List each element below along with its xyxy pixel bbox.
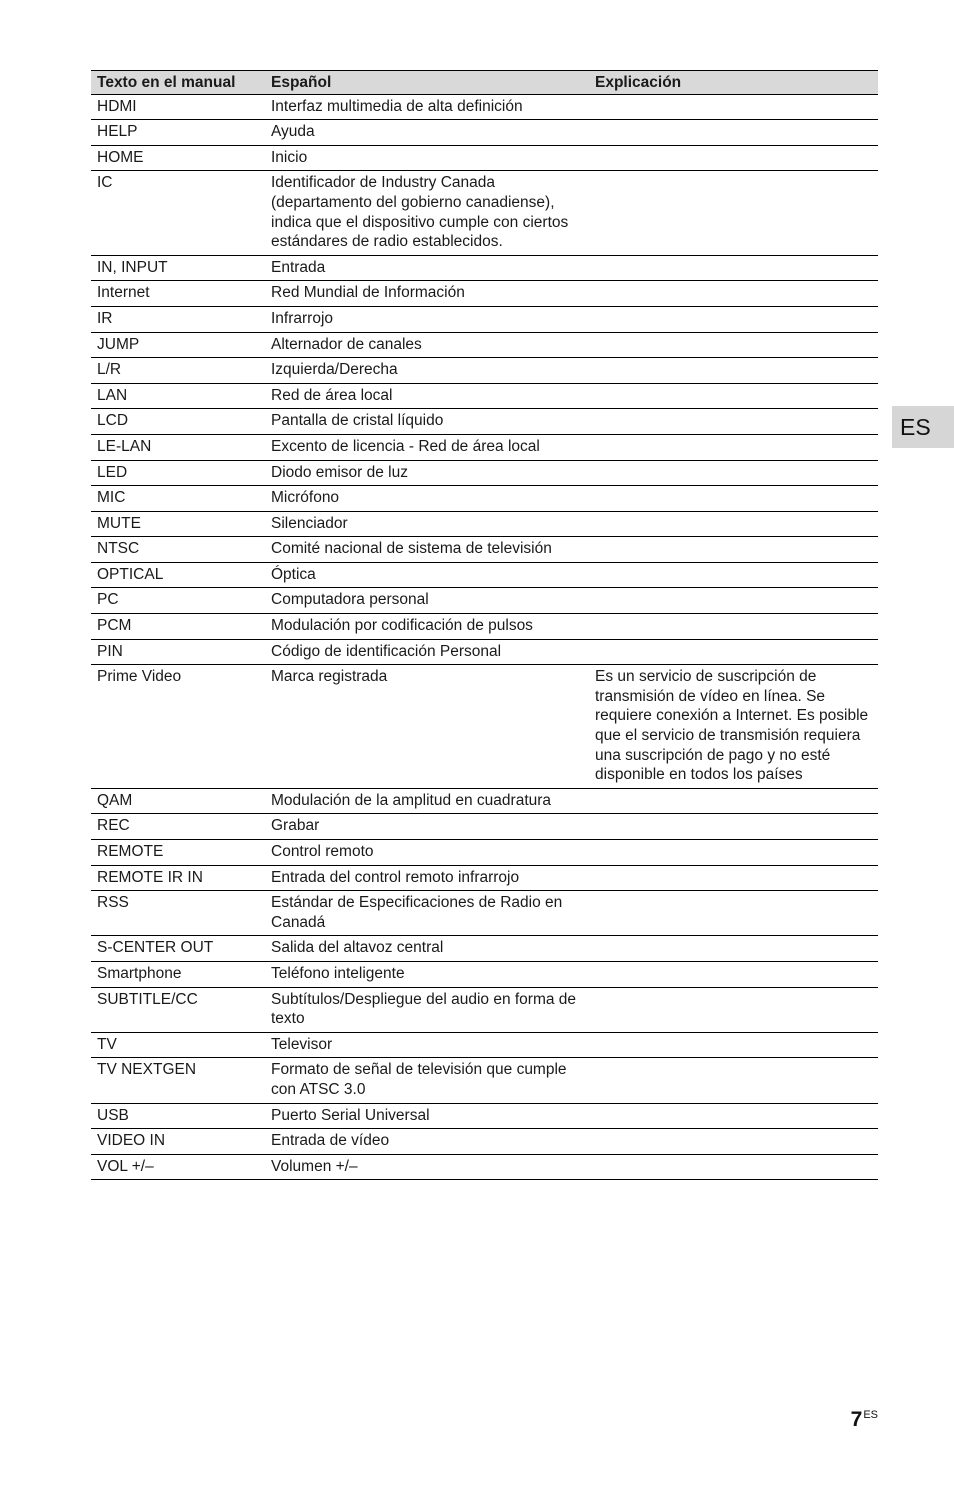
table-row xyxy=(91,94,878,120)
term-cell: L/R xyxy=(91,358,265,384)
spanish-cell: Estándar de Especificaciones de Radio en Canadá xyxy=(265,891,589,936)
explanation-cell xyxy=(589,891,878,936)
explanation-cell xyxy=(589,1129,878,1155)
header-spanish: Español xyxy=(265,71,589,95)
explanation-cell xyxy=(589,537,878,563)
term-cell: HOME xyxy=(91,145,265,171)
table-row xyxy=(91,1032,878,1058)
table-row xyxy=(91,1103,878,1129)
term-cell: VOL +/– xyxy=(91,1154,265,1180)
explanation-cell xyxy=(589,1154,878,1180)
explanation-cell xyxy=(589,814,878,840)
spanish-cell: Control remoto xyxy=(265,840,589,866)
glossary-table xyxy=(91,70,878,1180)
explanation-cell xyxy=(589,255,878,281)
explanation-cell xyxy=(589,434,878,460)
language-tab: ES xyxy=(892,406,954,448)
term-cell: S-CENTER OUT xyxy=(91,936,265,962)
term-cell: HELP xyxy=(91,120,265,146)
term-cell: Prime Video xyxy=(91,665,265,789)
spanish-cell: Puerto Serial Universal xyxy=(265,1103,589,1129)
term-cell: LCD xyxy=(91,409,265,435)
term-cell: NTSC xyxy=(91,537,265,563)
explanation-cell xyxy=(589,614,878,640)
header-explanation: Explicación xyxy=(589,71,878,95)
term-cell: TV xyxy=(91,1032,265,1058)
table-row xyxy=(91,537,878,563)
term-cell: MUTE xyxy=(91,511,265,537)
spanish-cell: Salida del altavoz central xyxy=(265,936,589,962)
table-row xyxy=(91,255,878,281)
spanish-cell: Excento de licencia - Red de área local xyxy=(265,434,589,460)
term-cell: PCM xyxy=(91,614,265,640)
spanish-cell: Código de identificación Personal xyxy=(265,639,589,665)
explanation-cell xyxy=(589,486,878,512)
explanation-cell xyxy=(589,145,878,171)
explanation-cell xyxy=(589,460,878,486)
term-cell: PIN xyxy=(91,639,265,665)
explanation-cell xyxy=(589,281,878,307)
term-cell: SUBTITLE/CC xyxy=(91,987,265,1032)
table-row xyxy=(91,358,878,384)
table-row xyxy=(91,1129,878,1155)
term-cell: MIC xyxy=(91,486,265,512)
term-cell: HDMI xyxy=(91,94,265,120)
explanation-cell xyxy=(589,511,878,537)
explanation-cell xyxy=(589,1103,878,1129)
table-row xyxy=(91,865,878,891)
spanish-cell: Micrófono xyxy=(265,486,589,512)
spanish-cell: Teléfono inteligente xyxy=(265,961,589,987)
explanation-cell xyxy=(589,383,878,409)
spanish-cell: Modulación de la amplitud en cuadratura xyxy=(265,788,589,814)
spanish-cell: Grabar xyxy=(265,814,589,840)
table-row xyxy=(91,171,878,255)
spanish-cell: Computadora personal xyxy=(265,588,589,614)
glossary-table-header xyxy=(91,71,878,95)
explanation-cell xyxy=(589,961,878,987)
term-cell: JUMP xyxy=(91,332,265,358)
spanish-cell: Entrada del control remoto infrarrojo xyxy=(265,865,589,891)
table-row xyxy=(91,987,878,1032)
term-cell: LAN xyxy=(91,383,265,409)
spanish-cell: Red de área local xyxy=(265,383,589,409)
table-row xyxy=(91,409,878,435)
term-cell: RSS xyxy=(91,891,265,936)
explanation-cell xyxy=(589,639,878,665)
explanation-cell xyxy=(589,588,878,614)
table-row xyxy=(91,614,878,640)
spanish-cell: Marca registrada xyxy=(265,665,589,789)
glossary-table-body xyxy=(91,94,878,1180)
explanation-cell xyxy=(589,171,878,255)
explanation-cell xyxy=(589,562,878,588)
term-cell: Smartphone xyxy=(91,961,265,987)
spanish-cell: Alternador de canales xyxy=(265,332,589,358)
table-row xyxy=(91,665,878,789)
term-cell: REC xyxy=(91,814,265,840)
term-cell: LED xyxy=(91,460,265,486)
term-cell: REMOTE IR IN xyxy=(91,865,265,891)
header-term: Texto en el manual xyxy=(91,71,265,95)
term-cell: VIDEO IN xyxy=(91,1129,265,1155)
explanation-cell xyxy=(589,409,878,435)
spanish-cell: Entrada de vídeo xyxy=(265,1129,589,1155)
table-row xyxy=(91,332,878,358)
table-row xyxy=(91,1154,878,1180)
table-row xyxy=(91,961,878,987)
term-cell: USB xyxy=(91,1103,265,1129)
term-cell: Internet xyxy=(91,281,265,307)
table-row xyxy=(91,588,878,614)
explanation-cell xyxy=(589,358,878,384)
explanation-cell xyxy=(589,987,878,1032)
explanation-cell xyxy=(589,840,878,866)
table-row xyxy=(91,788,878,814)
spanish-cell: Red Mundial de Información xyxy=(265,281,589,307)
spanish-cell: Comité nacional de sistema de televisión xyxy=(265,537,589,563)
spanish-cell: Izquierda/Derecha xyxy=(265,358,589,384)
table-row xyxy=(91,814,878,840)
explanation-cell xyxy=(589,936,878,962)
explanation-cell xyxy=(589,120,878,146)
explanation-cell xyxy=(589,306,878,332)
spanish-cell: Inicio xyxy=(265,145,589,171)
spanish-cell: Entrada xyxy=(265,255,589,281)
term-cell: PC xyxy=(91,588,265,614)
term-cell: OPTICAL xyxy=(91,562,265,588)
spanish-cell: Diodo emisor de luz xyxy=(265,460,589,486)
spanish-cell: Óptica xyxy=(265,562,589,588)
table-row xyxy=(91,840,878,866)
table-row xyxy=(91,936,878,962)
table-row xyxy=(91,1058,878,1103)
explanation-cell xyxy=(589,865,878,891)
spanish-cell: Interfaz multimedia de alta definición xyxy=(265,94,589,120)
table-row xyxy=(91,434,878,460)
table-row xyxy=(91,145,878,171)
page-number xyxy=(851,1408,878,1432)
table-row xyxy=(91,486,878,512)
explanation-cell xyxy=(589,1058,878,1103)
spanish-cell: Ayuda xyxy=(265,120,589,146)
page-number-suffix: ES xyxy=(863,1409,878,1421)
table-row xyxy=(91,383,878,409)
explanation-cell xyxy=(589,1032,878,1058)
term-cell: QAM xyxy=(91,788,265,814)
term-cell: IR xyxy=(91,306,265,332)
term-cell: REMOTE xyxy=(91,840,265,866)
spanish-cell: Volumen +/– xyxy=(265,1154,589,1180)
table-row xyxy=(91,281,878,307)
spanish-cell: Televisor xyxy=(265,1032,589,1058)
table-row xyxy=(91,891,878,936)
term-cell: LE-LAN xyxy=(91,434,265,460)
spanish-cell: Modulación por codificación de pulsos xyxy=(265,614,589,640)
spanish-cell: Pantalla de cristal líquido xyxy=(265,409,589,435)
term-cell: TV NEXTGEN xyxy=(91,1058,265,1103)
explanation-cell xyxy=(589,94,878,120)
table-row xyxy=(91,639,878,665)
spanish-cell: Subtítulos/Despliegue del audio en forma de texto xyxy=(265,987,589,1032)
page-number-value: 7 xyxy=(850,1408,863,1431)
spanish-cell: Identificador de Industry Canada (departamento del gobierno canadiense), indica que el dispositivo cumple con ciertos estándares de radio establecidos. xyxy=(265,171,589,255)
table-row xyxy=(91,511,878,537)
explanation-cell: Es un servicio de suscripción de transmisión de vídeo en línea. Se requiere conexión a Internet. Es posible que el servicio de transmisión requiera una suscripción de pago y no esté disponible en todos los países xyxy=(589,665,878,789)
explanation-cell xyxy=(589,332,878,358)
spanish-cell: Silenciador xyxy=(265,511,589,537)
table-row xyxy=(91,120,878,146)
term-cell: IN, INPUT xyxy=(91,255,265,281)
table-row xyxy=(91,562,878,588)
table-row xyxy=(91,306,878,332)
term-cell: IC xyxy=(91,171,265,255)
explanation-cell xyxy=(589,788,878,814)
header-row xyxy=(91,71,878,95)
spanish-cell: Formato de señal de televisión que cumple con ATSC 3.0 xyxy=(265,1058,589,1103)
spanish-cell: Infrarrojo xyxy=(265,306,589,332)
table-row xyxy=(91,460,878,486)
